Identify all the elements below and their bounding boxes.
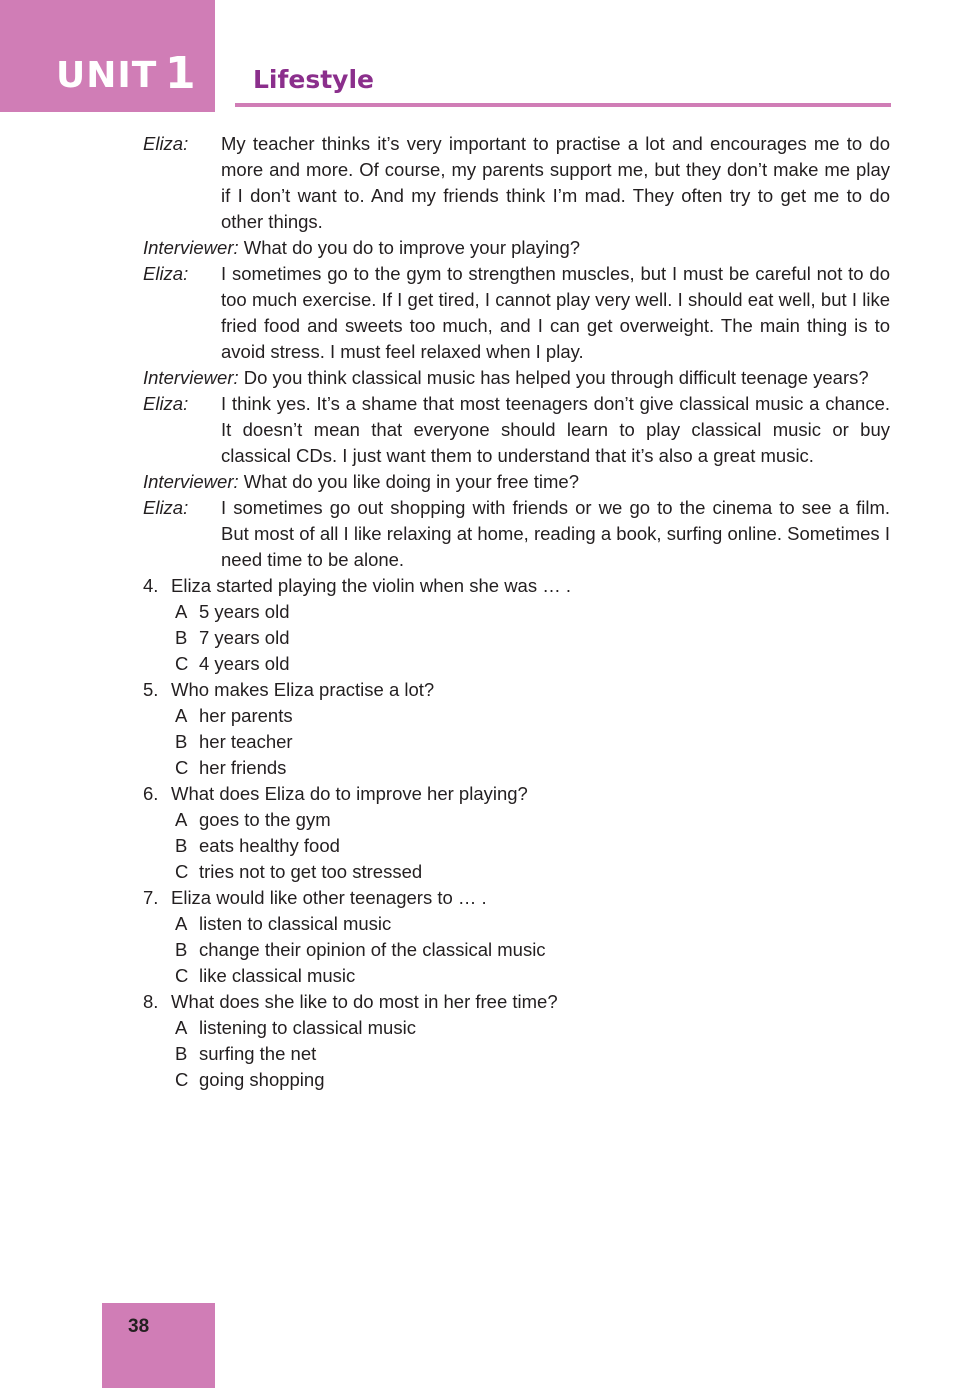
option-text: tries not to get too stressed: [199, 861, 423, 882]
question-text: What does Eliza do to improve her playing?: [171, 783, 528, 804]
option-letter: C: [175, 861, 189, 882]
option-letter: B: [175, 835, 188, 856]
question-text: Eliza would like other teenagers to … .: [171, 887, 487, 908]
option-letter: C: [175, 653, 189, 674]
page-title: Lifestyle: [253, 65, 374, 94]
question: [143, 989, 890, 1015]
dialogue-text: Do you think classical music has helped you through difficult teenage years?: [243, 367, 869, 388]
option-text: going shopping: [199, 1069, 325, 1090]
answer-option: [143, 625, 890, 651]
dialogue-turn: [143, 261, 890, 365]
dialogue-text: I sometimes go to the gym to strengthen muscles, but I must be careful not to do too much exercise. If I get tired, I cannot play very well. I should eat well, but I like fried food and sweets too much, and I can get overweight. The main thing is to avoid stress. I must feel relaxed when I play.: [221, 263, 890, 362]
answer-option: [143, 833, 890, 859]
answer-option: [143, 859, 890, 885]
dialogue-turn: [143, 365, 890, 391]
title-underline: [235, 103, 891, 107]
speaker-label: Eliza:: [143, 393, 189, 414]
answer-option: [143, 937, 890, 963]
question-text: Who makes Eliza practise a lot?: [171, 679, 435, 700]
answer-option: [143, 1041, 890, 1067]
question-list: [143, 573, 890, 1093]
dialogue-text: My teacher thinks it’s very important to practise a lot and encourages me to do more and more. Of course, my parents support me, but they don’t make me play if I don’t want to. And my friends think I’m mad. They often try to get me to do other things.: [221, 133, 890, 232]
question-number: 7.: [143, 887, 159, 908]
page-content: [143, 131, 890, 1093]
answer-option: [143, 1015, 890, 1041]
option-text: her teacher: [199, 731, 293, 752]
dialogue-turn: [143, 131, 890, 235]
speaker-label: Interviewer:: [143, 237, 239, 258]
question-number: 4.: [143, 575, 159, 596]
speaker-label: Eliza:: [143, 263, 189, 284]
option-letter: B: [175, 731, 188, 752]
answer-option: [143, 729, 890, 755]
answer-option: [143, 963, 890, 989]
question: [143, 885, 890, 911]
dialogue-text: I sometimes go out shopping with friends or we go to the cinema to see a film. But most of all I like relaxing at home, reading a book, surfing online. Sometimes I need time to be alone.: [221, 497, 890, 570]
unit-number: 1: [165, 48, 196, 99]
answer-option: [143, 911, 890, 937]
option-letter: A: [175, 913, 188, 934]
dialogue-turn: [143, 391, 890, 469]
dialogue-turn: [143, 235, 890, 261]
page-number-block: [102, 1303, 215, 1388]
speaker-label: Eliza:: [143, 497, 189, 518]
question-text: What does she like to do most in her free time?: [171, 991, 558, 1012]
question-number: 8.: [143, 991, 159, 1012]
option-text: listening to classical music: [199, 1017, 416, 1038]
answer-option: [143, 599, 890, 625]
option-text: goes to the gym: [199, 809, 331, 830]
unit-label: UNIT: [56, 55, 158, 96]
dialogue-text: What do you like doing in your free time?: [243, 471, 579, 492]
option-text: 4 years old: [199, 653, 290, 674]
answer-option: [143, 651, 890, 677]
speaker-label: Interviewer:: [143, 471, 239, 492]
dialogue-text: I think yes. It’s a shame that most teenagers don’t give classical music a chance. It doesn’t mean that everyone should learn to play classical music or buy classical CDs. I just want them to understand that it’s also a great music.: [221, 393, 890, 466]
question-number: 6.: [143, 783, 159, 804]
dialogue-text: What do you do to improve your playing?: [243, 237, 581, 258]
option-letter: A: [175, 1017, 188, 1038]
option-letter: A: [175, 601, 188, 622]
answer-option: [143, 807, 890, 833]
option-text: listen to classical music: [199, 913, 392, 934]
option-text: her parents: [199, 705, 293, 726]
option-letter: C: [175, 757, 189, 778]
option-letter: C: [175, 965, 189, 986]
question: [143, 677, 890, 703]
answer-option: [143, 1067, 890, 1093]
dialogue-turn: [143, 495, 890, 573]
option-text: 5 years old: [199, 601, 290, 622]
option-text: like classical music: [199, 965, 356, 986]
question-number: 5.: [143, 679, 159, 700]
question: [143, 573, 890, 599]
option-letter: B: [175, 627, 188, 648]
question-text: Eliza started playing the violin when she was … .: [171, 575, 572, 596]
answer-option: [143, 703, 890, 729]
dialogue-turn: [143, 469, 890, 495]
option-letter: B: [175, 939, 188, 960]
option-text: 7 years old: [199, 627, 290, 648]
speaker-label: Eliza:: [143, 133, 189, 154]
speaker-label: Interviewer:: [143, 367, 239, 388]
option-text: change their opinion of the classical music: [199, 939, 546, 960]
option-letter: A: [175, 809, 188, 830]
option-text: eats healthy food: [199, 835, 340, 856]
question: [143, 781, 890, 807]
option-letter: C: [175, 1069, 189, 1090]
option-letter: B: [175, 1043, 188, 1064]
answer-option: [143, 755, 890, 781]
option-text: her friends: [199, 757, 287, 778]
option-letter: A: [175, 705, 188, 726]
page-number: 38: [128, 1316, 150, 1337]
interview-dialogue: [143, 131, 890, 573]
option-text: surfing the net: [199, 1043, 317, 1064]
